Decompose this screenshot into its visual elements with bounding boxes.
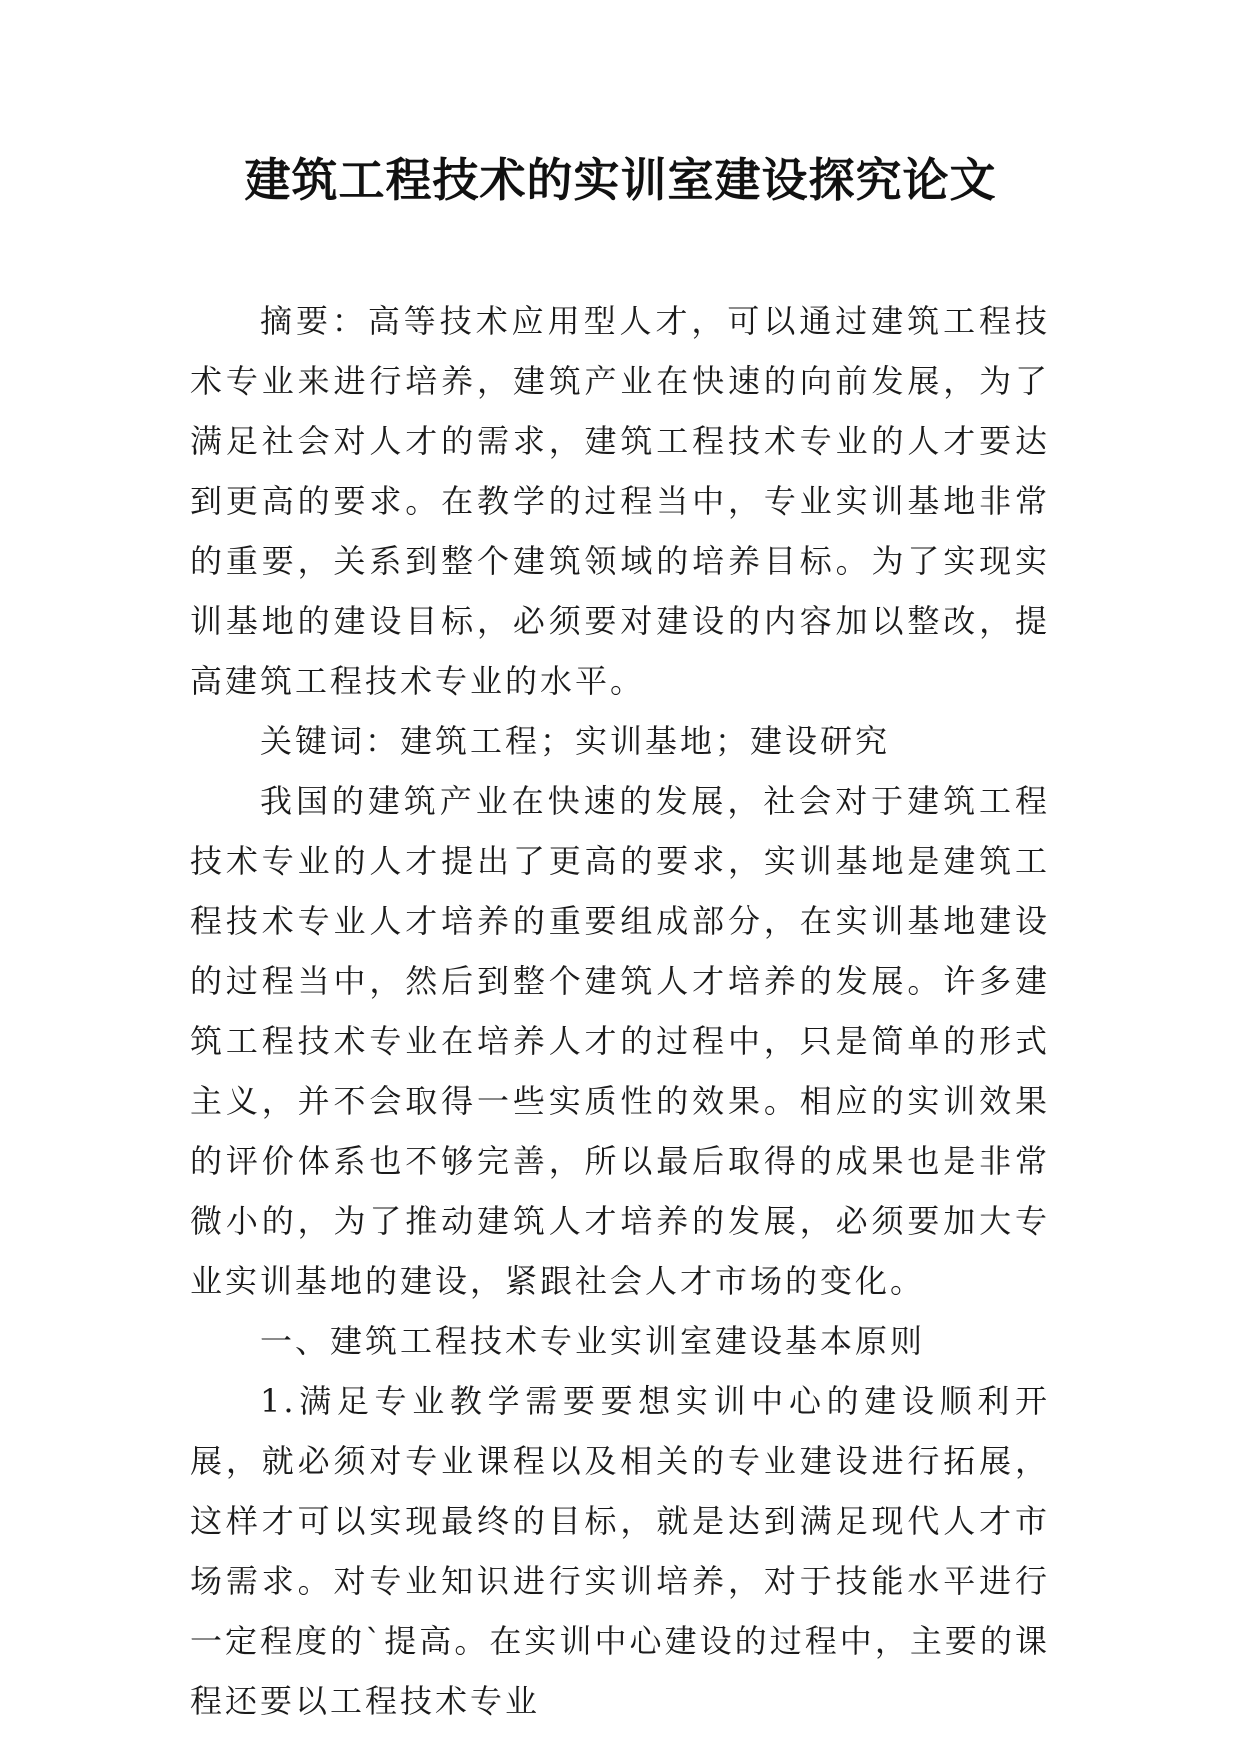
keywords-paragraph: 关键词：建筑工程；实训基地；建设研究 <box>260 722 891 760</box>
document-title: 建筑工程技术的实训室建设探究论文 <box>244 153 997 207</box>
intro-paragraph: 我国的建筑产业在快速的发展，社会对于建筑工程技术专业的人才提出了更高的要求，实训基地是建筑工程技术专业人才培养的重要组成部分，在实训基地建设的过程当中，然后到整个建筑人才培养的发展。许多建筑工程技术专业在培养人才的过程中，只是简单的形式主义，并不会取得一些实质性的效果。相应的实训效果的评价体系也不够完善，所以最后取得的成果也是非常微小的，为了推动建筑人才培养的发展，必须要加大专业实训基地的建设，紧跟社会人才市场的变化。 <box>190 782 1050 1300</box>
section-paragraph: 1.满足专业教学需要要想实训中心的建设顺利开展，就必须对专业课程以及相关的专业建设进行拓展，这样才可以实现最终的目标，就是达到满足现代人才市场需求。对专业知识进行实训培养，对于技能水平进行一定程度的`提高。在实训中心建设的过程中，主要的课程还要以工程技术专业 <box>190 1382 1050 1720</box>
section-heading: 一、建筑工程技术专业实训室建设基本原则 <box>260 1322 926 1360</box>
abstract-paragraph: 摘要：高等技术应用型人才，可以通过建筑工程技术专业来进行培养，建筑产业在快速的向前发展，为了满足社会对人才的需求，建筑工程技术专业的人才要达到更高的要求。在教学的过程当中，专业实训基地非常的重要，关系到整个建筑领域的培养目标。为了实现实训基地的建设目标，必须要对建设的内容加以整改，提高建筑工程技术专业的水平。 <box>190 302 1050 700</box>
document-body <box>190 291 1050 1731</box>
